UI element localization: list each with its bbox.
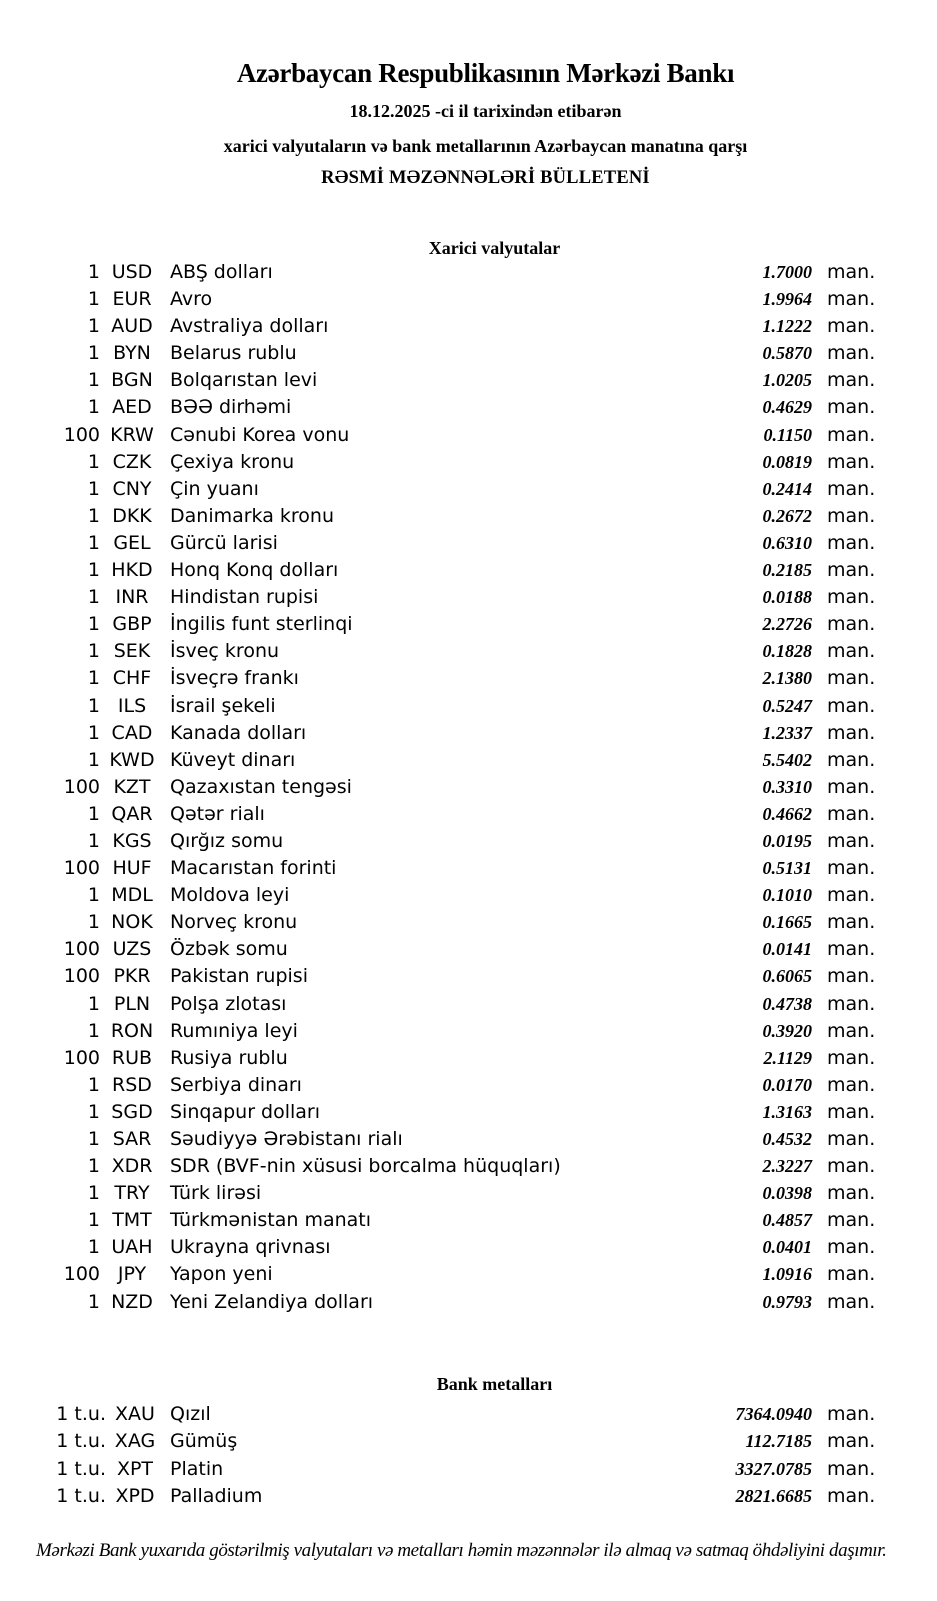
- metal-row: [40, 1401, 880, 1428]
- row-unit-label: man.: [827, 1155, 876, 1178]
- row-currency-name: İsveç kronu: [170, 640, 280, 663]
- row-rate-value: 0.0170: [762, 1074, 812, 1095]
- row-currency-name: Çin yuanı: [170, 477, 259, 500]
- row-unit-label: man.: [827, 748, 876, 771]
- row-currency-code: MDL: [111, 884, 153, 907]
- row-quantity: 1: [87, 613, 100, 636]
- row-currency-code: GEL: [113, 531, 151, 554]
- row-quantity: 100: [63, 1046, 100, 1069]
- row-quantity: 1: [87, 288, 100, 311]
- row-quantity: 1: [87, 1290, 100, 1313]
- row-quantity: 1: [87, 396, 100, 419]
- row-quantity: 1: [87, 586, 100, 609]
- disclaimer-note: Mərkəzi Bank yuxarıda göstərilmiş valyutaları və metalları həmin məzənnələr ilə almaq və satmaq öhdəliyini daşımır.: [36, 1540, 887, 1561]
- row-currency-code: SGD: [111, 1100, 153, 1123]
- row-currency-code: BYN: [113, 342, 151, 365]
- row-currency-name: Türk lirəsi: [170, 1182, 262, 1205]
- row-rate-value: 0.1828: [762, 641, 812, 662]
- row-quantity: 1: [87, 559, 100, 582]
- row-currency-code: UZS: [112, 938, 152, 961]
- row-rate-value: 1.0916: [762, 1264, 812, 1285]
- currency-row: [40, 1099, 880, 1126]
- row-rate-value: 0.4662: [762, 803, 812, 824]
- row-currency-name: Polşa zlotası: [170, 992, 287, 1015]
- row-quantity: 1: [87, 450, 100, 473]
- row-unit-label: man.: [827, 423, 876, 446]
- row-currency-code: RON: [110, 1019, 154, 1042]
- row-unit-label: man.: [827, 992, 876, 1015]
- row-rate-value: 0.1665: [762, 912, 812, 933]
- row-rate-value: 0.6065: [762, 966, 812, 987]
- row-currency-code: SEK: [113, 640, 151, 663]
- row-currency-code: BGN: [111, 369, 153, 392]
- row-rate-value: 1.1222: [762, 316, 812, 337]
- row-currency-code: ILS: [117, 694, 147, 717]
- currency-row: [40, 747, 880, 774]
- row-quantity: 1: [87, 1236, 100, 1259]
- row-currency-code: CZK: [112, 450, 152, 473]
- row-unit-label: man.: [827, 369, 876, 392]
- row-unit-label: man.: [827, 938, 876, 961]
- currency-row: [40, 963, 880, 990]
- currency-row: [40, 286, 880, 313]
- row-currency-name: Özbək somu: [170, 938, 288, 961]
- row-rate-value: 0.0188: [762, 587, 812, 608]
- row-quantity: 1: [87, 504, 100, 527]
- row-currency-name: Ukrayna qrivnası: [170, 1236, 331, 1259]
- row-rate-value: 0.2185: [762, 560, 812, 581]
- row-currency-name: Küveyt dinarı: [170, 748, 296, 771]
- row-unit-label: man.: [827, 531, 876, 554]
- row-unit-label: man.: [827, 450, 876, 473]
- row-currency-code: XPD: [115, 1484, 155, 1507]
- currency-row: [40, 801, 880, 828]
- row-rate-value: 0.2672: [762, 505, 812, 526]
- row-currency-code: GBP: [112, 613, 152, 636]
- row-rate-value: 0.0401: [762, 1237, 812, 1258]
- row-currency-code: AUD: [111, 315, 153, 338]
- row-currency-code: XAU: [115, 1403, 155, 1425]
- row-quantity: 1 t.u.: [56, 1457, 106, 1480]
- row-currency-name: Belarus rublu: [170, 342, 297, 365]
- row-rate-value: 5.5402: [762, 749, 812, 770]
- row-currency-code: AED: [112, 396, 152, 419]
- row-quantity: 1: [87, 1073, 100, 1096]
- row-currency-code: USD: [111, 261, 153, 283]
- row-currency-code: NOK: [111, 911, 153, 934]
- row-quantity: 1: [87, 992, 100, 1015]
- row-unit-label: man.: [827, 1484, 876, 1507]
- row-currency-name: Danimarka kronu: [170, 504, 335, 527]
- currency-row: [40, 991, 880, 1018]
- row-rate-value: 1.3163: [762, 1101, 812, 1122]
- row-currency-name: Qızıl: [170, 1403, 211, 1425]
- row-quantity: 100: [63, 775, 100, 798]
- row-rate-value: 0.5247: [762, 695, 812, 716]
- row-quantity: 1: [87, 748, 100, 771]
- row-unit-label: man.: [827, 315, 876, 338]
- currency-row: [40, 1153, 880, 1180]
- currency-row: [40, 1126, 880, 1153]
- row-rate-value: 0.3310: [762, 776, 812, 797]
- row-unit-label: man.: [827, 1236, 876, 1259]
- row-currency-name: Türkmənistan manatı: [170, 1209, 372, 1232]
- row-rate-value: 0.0195: [762, 830, 812, 851]
- currency-rate-table: [40, 259, 880, 1316]
- currency-row: [40, 1045, 880, 1072]
- row-unit-label: man.: [827, 261, 876, 283]
- row-quantity: 1: [87, 1128, 100, 1150]
- row-unit-label: man.: [827, 477, 876, 500]
- row-quantity: 1: [87, 261, 100, 283]
- row-currency-code: KWD: [109, 748, 155, 771]
- row-currency-code: NZD: [111, 1290, 153, 1313]
- currency-row: [40, 611, 880, 638]
- row-currency-code: TMT: [112, 1209, 152, 1232]
- row-unit-label: man.: [827, 559, 876, 582]
- row-currency-name: BƏƏ dirhəmi: [170, 396, 292, 419]
- row-currency-code: QAR: [111, 802, 153, 825]
- row-currency-code: RUB: [111, 1046, 153, 1069]
- row-quantity: 1: [87, 721, 100, 744]
- currency-row: [40, 693, 880, 720]
- row-unit-label: man.: [827, 1100, 876, 1123]
- row-currency-name: Gümüş: [170, 1430, 238, 1453]
- row-unit-label: man.: [827, 667, 876, 690]
- row-unit-label: man.: [827, 1209, 876, 1232]
- currency-row: [40, 936, 880, 963]
- row-unit-label: man.: [827, 640, 876, 663]
- currency-row: [40, 422, 880, 449]
- row-currency-name: Pakistan rupisi: [170, 965, 308, 988]
- row-currency-code: EUR: [112, 288, 152, 311]
- row-rate-value: 2.3227: [762, 1156, 812, 1177]
- row-rate-value: 0.1150: [763, 424, 812, 445]
- row-currency-name: İsveçrə frankı: [170, 667, 299, 690]
- row-currency-code: HUF: [112, 857, 152, 880]
- row-currency-name: Cənubi Korea vonu: [170, 423, 350, 446]
- row-quantity: 1: [87, 640, 100, 663]
- currency-row: [40, 909, 880, 936]
- row-currency-code: XPT: [116, 1457, 154, 1480]
- currency-row: [40, 1289, 880, 1316]
- row-currency-name: Rumıniya leyi: [170, 1019, 298, 1042]
- currency-row: [40, 530, 880, 557]
- row-unit-label: man.: [827, 775, 876, 798]
- row-currency-name: Platin: [170, 1457, 224, 1480]
- row-currency-name: Macarıstan forinti: [170, 857, 337, 880]
- row-quantity: 1: [87, 531, 100, 554]
- row-unit-label: man.: [827, 1263, 876, 1286]
- row-unit-label: man.: [827, 857, 876, 880]
- row-rate-value: 0.1010: [762, 885, 812, 906]
- row-quantity: 1 t.u.: [56, 1403, 106, 1425]
- row-quantity: 1: [87, 1155, 100, 1178]
- currency-row: [40, 882, 880, 909]
- row-quantity: 1: [87, 911, 100, 934]
- row-currency-name: Rusiya rublu: [170, 1046, 288, 1069]
- section-heading-bank-metals: Bank metalları: [436, 1374, 553, 1394]
- row-quantity: 1: [87, 694, 100, 717]
- row-currency-code: DKK: [112, 504, 152, 527]
- row-currency-code: PLN: [113, 992, 151, 1015]
- row-currency-name: Hindistan rupisi: [170, 586, 319, 609]
- row-rate-value: 0.4738: [762, 993, 812, 1014]
- row-currency-name: Bolqarıstan levi: [170, 369, 318, 392]
- currency-row: [40, 1261, 880, 1288]
- currency-row: [40, 855, 880, 882]
- row-quantity: 100: [63, 857, 100, 880]
- row-unit-label: man.: [827, 1019, 876, 1042]
- row-currency-name: İsrail şekeli: [170, 694, 276, 717]
- row-rate-value: 2.1380: [762, 668, 812, 689]
- row-unit-label: man.: [827, 965, 876, 988]
- row-currency-name: Kanada dolları: [170, 721, 307, 744]
- row-currency-name: SDR (BVF-nin xüsusi borcalma hüquqları): [170, 1155, 561, 1178]
- row-currency-name: Palladium: [170, 1484, 263, 1507]
- metal-row: [40, 1456, 880, 1483]
- row-quantity: 1: [87, 342, 100, 365]
- row-currency-code: CNY: [112, 477, 152, 500]
- row-rate-value: 3327.0785: [735, 1458, 812, 1479]
- row-currency-name: Sinqapur dolları: [170, 1100, 321, 1123]
- row-rate-value: 0.2414: [762, 478, 812, 499]
- row-currency-name: Avstraliya dolları: [170, 315, 329, 338]
- row-currency-code: KZT: [113, 775, 151, 798]
- row-unit-label: man.: [827, 613, 876, 636]
- row-rate-value: 0.0141: [762, 939, 812, 960]
- row-rate-value: 0.4532: [762, 1129, 812, 1149]
- row-currency-code: XDR: [111, 1155, 153, 1178]
- currency-row: [40, 774, 880, 801]
- row-quantity: 1: [87, 829, 100, 852]
- currency-row: [40, 1180, 880, 1207]
- metal-rate-table: [40, 1401, 880, 1510]
- row-unit-label: man.: [827, 396, 876, 419]
- currency-row: [40, 665, 880, 692]
- row-currency-code: KGS: [112, 829, 152, 852]
- row-rate-value: 2.2726: [762, 614, 812, 635]
- row-quantity: 1: [87, 802, 100, 825]
- row-currency-code: KRW: [110, 423, 154, 446]
- currency-row: [40, 340, 880, 367]
- row-unit-label: man.: [827, 1290, 876, 1313]
- row-currency-code: CAD: [111, 721, 153, 744]
- row-currency-name: Avro: [170, 288, 213, 311]
- row-rate-value: 2.1129: [763, 1047, 812, 1068]
- row-quantity: 100: [63, 423, 100, 446]
- currency-row: [40, 367, 880, 394]
- row-quantity: 1: [87, 1100, 100, 1123]
- row-unit-label: man.: [827, 1046, 876, 1069]
- currency-row: [40, 1234, 880, 1261]
- row-unit-label: man.: [827, 586, 876, 609]
- row-currency-name: Serbiya dinarı: [170, 1073, 302, 1096]
- row-unit-label: man.: [827, 911, 876, 934]
- row-rate-value: 0.0398: [762, 1183, 812, 1204]
- row-rate-value: 1.7000: [762, 262, 812, 282]
- row-currency-name: ABŞ dolları: [170, 261, 273, 283]
- row-currency-code: XAG: [114, 1430, 156, 1453]
- row-unit-label: man.: [827, 1073, 876, 1096]
- row-currency-name: İngilis funt sterlinqi: [170, 613, 353, 636]
- row-unit-label: man.: [827, 1128, 876, 1150]
- row-rate-value: 0.9793: [762, 1291, 812, 1312]
- row-unit-label: man.: [827, 504, 876, 527]
- metal-row: [40, 1428, 880, 1455]
- row-unit-label: man.: [827, 342, 876, 365]
- row-quantity: 1: [87, 369, 100, 392]
- row-quantity: 100: [63, 938, 100, 961]
- bulletin-title: RƏSMİ MƏZƏNNƏLƏRİ BÜLLETENİ: [321, 168, 650, 188]
- row-currency-name: Qətər rialı: [170, 802, 265, 825]
- row-rate-value: 0.5870: [762, 343, 812, 364]
- currency-row: [40, 720, 880, 747]
- row-unit-label: man.: [827, 288, 876, 311]
- currency-row: [40, 476, 880, 503]
- currency-row: [40, 313, 880, 340]
- row-rate-value: 112.7185: [745, 1431, 812, 1452]
- row-rate-value: 1.9964: [762, 289, 812, 310]
- row-currency-code: CHF: [112, 667, 152, 690]
- currency-row: [40, 1018, 880, 1045]
- row-quantity: 1 t.u.: [56, 1484, 106, 1507]
- row-currency-name: Gürcü larisi: [170, 531, 278, 554]
- row-rate-value: 0.4629: [762, 397, 812, 418]
- row-currency-code: TRY: [114, 1182, 150, 1205]
- page-title: Azərbaycan Respublikasının Mərkəzi Bankı: [236, 58, 735, 88]
- currency-row: [40, 449, 880, 476]
- row-unit-label: man.: [827, 1182, 876, 1205]
- row-currency-code: RSD: [112, 1073, 152, 1096]
- row-currency-name: Yapon yeni: [170, 1263, 273, 1286]
- row-unit-label: man.: [827, 694, 876, 717]
- row-rate-value: 0.3920: [762, 1020, 812, 1041]
- row-quantity: 100: [63, 1263, 100, 1286]
- currency-row: [40, 584, 880, 611]
- currency-row: [40, 1072, 880, 1099]
- row-currency-name: Norveç kronu: [170, 911, 298, 934]
- row-unit-label: man.: [827, 1457, 876, 1480]
- currency-row: [40, 557, 880, 584]
- row-currency-name: Honq Konq dolları: [170, 559, 339, 582]
- row-currency-code: HKD: [111, 559, 153, 582]
- currency-row: [40, 828, 880, 855]
- row-quantity: 100: [63, 965, 100, 988]
- row-currency-name: Səudiyyə Ərəbistanı rialı: [170, 1128, 403, 1150]
- currency-row: [40, 259, 880, 286]
- row-currency-code: UAH: [111, 1236, 153, 1259]
- metal-row: [40, 1483, 880, 1510]
- row-unit-label: man.: [827, 829, 876, 852]
- row-currency-code: JPY: [117, 1263, 147, 1286]
- row-rate-value: 0.5131: [762, 858, 812, 879]
- row-currency-name: Yeni Zelandiya dolları: [170, 1290, 374, 1313]
- row-unit-label: man.: [827, 884, 876, 907]
- row-currency-name: Qırğız somu: [170, 829, 284, 852]
- row-unit-label: man.: [827, 721, 876, 744]
- row-quantity: 1: [87, 1019, 100, 1042]
- row-unit-label: man.: [827, 1430, 876, 1453]
- row-quantity: 1: [87, 1209, 100, 1232]
- row-rate-value: 1.0205: [762, 370, 812, 391]
- currency-row: [40, 503, 880, 530]
- currency-row: [40, 1207, 880, 1234]
- row-currency-name: Moldova leyi: [170, 884, 290, 907]
- row-rate-value: 2821.6685: [735, 1485, 812, 1506]
- effective-date-line: 18.12.2025 -ci il tarixindən etibarən: [349, 101, 622, 121]
- row-quantity: 1: [87, 1182, 100, 1205]
- section-heading-foreign-currencies: Xarici valyutalar: [428, 238, 561, 258]
- row-unit-label: man.: [827, 802, 876, 825]
- row-rate-value: 0.6310: [762, 532, 812, 553]
- row-currency-code: PKR: [113, 965, 151, 988]
- row-currency-code: SAR: [112, 1128, 152, 1150]
- row-unit-label: man.: [827, 1403, 876, 1425]
- row-quantity: 1: [87, 884, 100, 907]
- row-rate-value: 0.0819: [762, 451, 812, 472]
- page-subtitle: xarici valyutaların və bank metallarının Azərbaycan manatına qarşı: [223, 136, 748, 156]
- currency-row: [40, 638, 880, 665]
- row-quantity: 1: [87, 477, 100, 500]
- row-rate-value: 0.4857: [762, 1210, 812, 1231]
- row-rate-value: 7364.0940: [735, 1404, 812, 1424]
- row-quantity: 1: [87, 667, 100, 690]
- row-currency-name: Çexiya kronu: [170, 450, 295, 473]
- row-currency-name: Qazaxıstan tengəsi: [170, 775, 352, 798]
- currency-row: [40, 394, 880, 421]
- row-rate-value: 1.2337: [762, 722, 812, 743]
- row-quantity: 1: [87, 315, 100, 338]
- row-currency-code: INR: [115, 586, 149, 609]
- row-quantity: 1 t.u.: [56, 1430, 106, 1453]
